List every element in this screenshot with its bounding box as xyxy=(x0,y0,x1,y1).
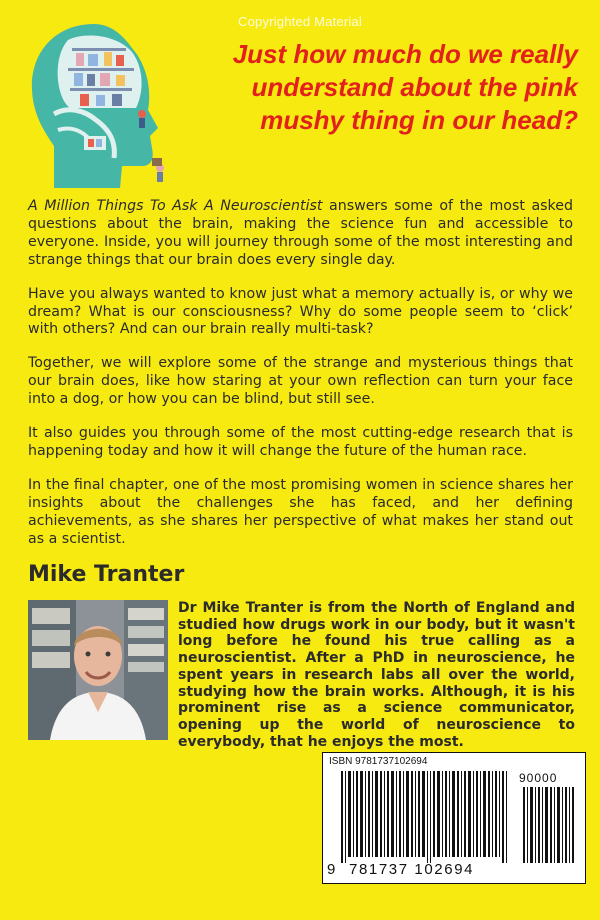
author-name: Mike Tranter xyxy=(28,562,185,587)
description-paragraph-1: A Million Things To Ask A Neuroscientist answers some of the most asked questions about the brain, making the science fun and accessible to everyone. Inside, you will journey through some of the most interesting and strange things that our brain does every single day. xyxy=(28,198,573,268)
brain-head-illustration xyxy=(24,18,176,190)
author-bio: Dr Mike Tranter is from the North of England and studied how drugs work in our body, but it wasn't long before he found his true calling as a neuroscientist. After a PhD in neuroscience, he spent years in research labs all over the world, studying how the brain works. Although, it is his prominent rise as a science communicator, opening up the world of neuroscience to everybody, that he enjoys the most. xyxy=(178,600,575,750)
isbn-label: ISBN 9781737102694 xyxy=(329,756,428,767)
book-title: A Million Things To Ask A Neuroscientist xyxy=(28,198,323,214)
barcode-lead-digit: 9 xyxy=(327,861,336,878)
description xyxy=(28,198,573,565)
description-paragraph-3: Together, we will explore some of the strange and mysterious things that our brain does, like how staring at your own reflection can turn your face into a dog, or how you can be blind, but still see. xyxy=(28,355,573,408)
author-photo xyxy=(28,600,168,740)
watermark: Copyrighted Material xyxy=(238,14,362,29)
headline: Just how much do we really understand about the pink mushy thing in our head? xyxy=(232,39,578,135)
price-code: 90000 xyxy=(519,771,558,785)
barcode xyxy=(322,752,586,884)
description-paragraph-2: Have you always wanted to know just what a memory actually is, or why we dream? What is our consciousness? Why do some people seem to ‘click’ with others? And can our brain really multi-task? xyxy=(28,285,573,338)
barcode-digits: 781737 102694 xyxy=(349,861,475,878)
description-paragraph-4: It also guides you through some of the most cutting-edge research that is happening today and how it will change the future of the human race. xyxy=(28,425,573,459)
description-paragraph-5: In the final chapter, one of the most promising women in science shares her insights about the challenges she has faced, and her defining achievements, as she shares her perspective of what makes her stand out as a scientist. xyxy=(28,476,573,547)
